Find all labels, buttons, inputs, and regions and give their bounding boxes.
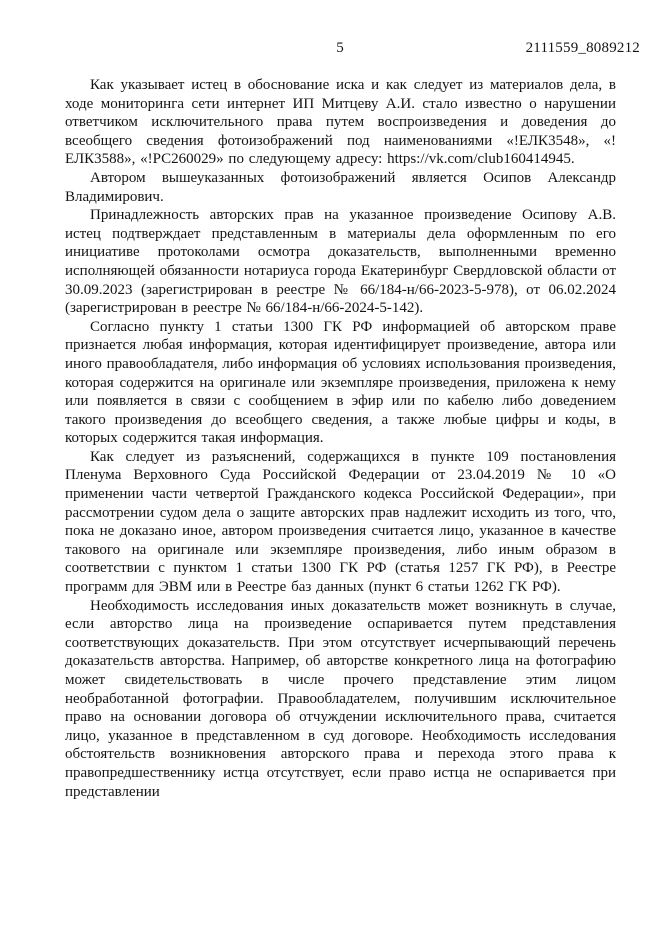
document-body: [65, 76, 616, 801]
document-number: 2111559_8089212: [525, 40, 640, 56]
paragraph-author: Автором вышеуказанных фотоизображений является Осипов Александр Владимирович.: [65, 169, 616, 205]
paragraph-ownership-proof: Принадлежность авторских прав на указанное произведение Осипову А.В. истец подтверждает представленным в материалы дела оформленным по его инициативе протоколами осмотра доказательств, выполненными временно исполняющей обязанности нотариуса города Екатеринбург Свердловской области от 30.09.2023 (зарегистрирован в реестре № 66/184-н/66-2023-5-978), от 06.02.2024 (зарегистрирован в реестре № 66/184-н/66-2024-5-142).: [65, 207, 616, 317]
page-number: 5: [336, 40, 344, 56]
paragraph-article-1300: Согласно пункту 1 статьи 1300 ГК РФ информацией об авторском праве признается любая информация, которая идентифицирует произведение, автора или иного правообладателя, либо информация об условиях использования произведения, которая содержится на оригинале или экземпляре произведения, приложена к нему или появляется в связи с сообщением в эфир или по кабелю либо доведением такого произведения до всеобщего сведения, а также любые цифры и коды, в которых содержится такая информация.: [65, 318, 616, 447]
paragraph-evidence-necessity: Необходимость исследования иных доказательств может возникнуть в случае, если авторство лица на произведение оспаривается путем представления соответствующих доказательств. При этом отсутствует исчерпывающий перечень доказательств авторства. Например, об авторстве конкретного лица на фотографию может свидетельствовать в числе прочего представление этим лицом необработанной фотографии. Правообладателем, получившим исключительное право на основании договора об отчуждении исключительного права, считается лицо, указанное в представленном в суд договоре. Необходимость исследования обстоятельств возникновения авторского права и перехода этого права к правопредшественнику истца отсутствует, если право истца не оспаривается при представлении: [65, 597, 616, 800]
paragraph-plenum-109: Как следует из разъяснений, содержащихся в пункте 109 постановления Пленума Верховного Суда Российской Федерации от 23.04.2019 № 10 «О применении части четвертой Гражданского кодекса Российской Федерации», при рассмотрении судом дела о защите авторских прав надлежит исходить из того, что, пока не доказано иное, автором произведения считается лицо, указанное в качестве такового на оригинале или экземпляре произведения, либо иным образом в соответствии с пунктом 1 статьи 1300 ГК РФ (статья 1257 ГК РФ), в Реестре программ для ЭВМ или в Реестре баз данных (пункт 6 статьи 1262 ГК РФ).: [65, 448, 616, 596]
page-header: [65, 40, 640, 60]
paragraph-claim-basis: Как указывает истец в обоснование иска и как следует из материалов дела, в ходе мониторинга сети интернет ИП Митцеву А.И. стало известно о нарушении ответчиком исключительного права путем воспроизведения и доведения до всеобщего сведения фотоизображений под наименованиями «!ЕЛК3548», «!ЕЛК3588», «!РС260029» по следующему адресу: https://vk.com/club160414945.: [65, 77, 616, 168]
